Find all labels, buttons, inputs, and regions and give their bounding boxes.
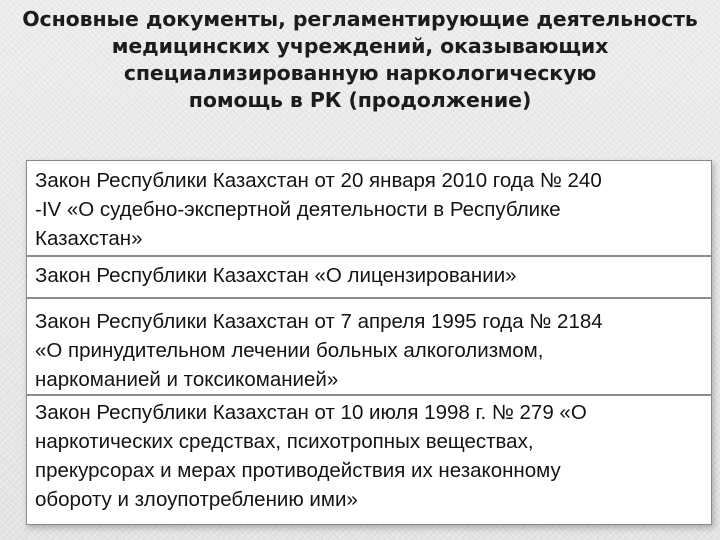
- slide-title-line: специализированную наркологическую: [123, 61, 597, 85]
- list-item-law-licensing: [27, 255, 711, 297]
- document-list: [26, 160, 712, 525]
- list-item-text-line: -IV «О судебно-экспертной деятельности в Республике: [35, 198, 561, 221]
- list-item-text-line: обороту и злоупотреблению ими»: [35, 488, 358, 511]
- list-item-text-line: Закон Республики Казахстан от 10 июля 1998 г. № 279 «О: [35, 401, 587, 424]
- list-item-text-line: Закон Республики Казахстан «О лицензировании»: [35, 264, 517, 287]
- list-item-text-line: прекурсорах и мерах противодействия их незаконному: [35, 459, 561, 482]
- list-item-law-compulsory-treatment: [27, 297, 711, 394]
- slide-title-line: помощь в РК (продолжение): [188, 88, 532, 112]
- list-item-law-forensic-expertise: [27, 166, 711, 255]
- list-item-text-line: «О принудительном лечении больных алкоголизмом,: [35, 339, 544, 362]
- list-item-text-line: Казахстан»: [35, 227, 143, 250]
- slide-title-line: медицинских учреждений, оказывающих: [111, 34, 609, 58]
- slide-title-line: Основные документы, регламентирующие деятельность: [22, 7, 698, 31]
- list-item-text-line: Закон Республики Казахстан от 20 января 2010 года № 240: [35, 169, 602, 192]
- list-item-text-line: Закон Республики Казахстан от 7 апреля 1995 года № 2184: [35, 310, 603, 333]
- slide-title: [0, 6, 720, 114]
- list-item-law-narcotic-substances: [27, 394, 711, 524]
- list-item-text-line: наркоманией и токсикоманией»: [35, 368, 339, 391]
- list-item-text-line: наркотических средствах, психотропных веществах,: [35, 430, 534, 453]
